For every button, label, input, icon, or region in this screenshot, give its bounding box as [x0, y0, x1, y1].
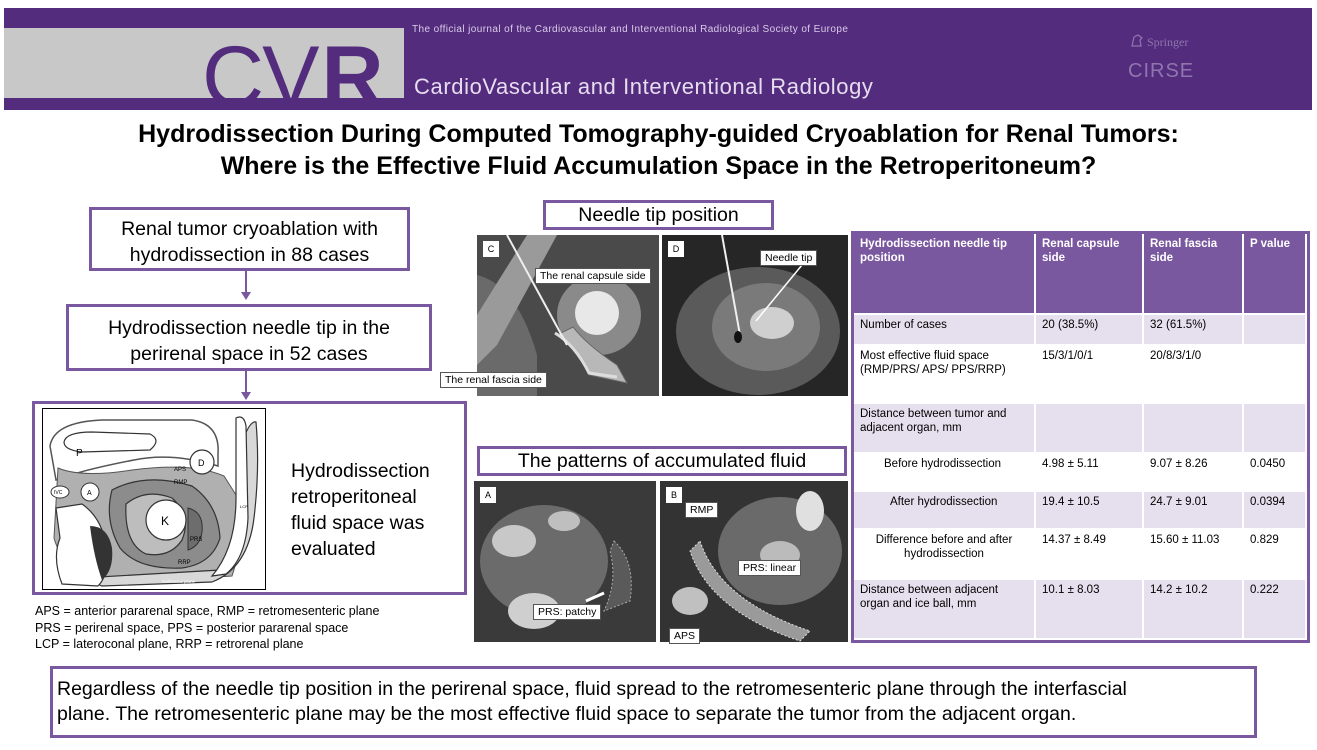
ct-image-d-scan: [662, 235, 848, 396]
flow-step-3: [32, 401, 467, 595]
table-cell: Distance between adjacent organ and ice ball, mm: [854, 579, 1035, 639]
flow-step-3-line-3: fluid space was: [291, 512, 425, 534]
diagram-label-p: P: [76, 448, 83, 459]
table-header-cell: Hydrodissection needle tip position: [854, 234, 1035, 314]
table-cell: [1243, 345, 1306, 403]
table-cell: 15.60 ± 11.03: [1143, 529, 1243, 579]
ct-b-letter: B: [666, 487, 682, 503]
diagram-label-aps: APS: [174, 467, 187, 473]
society-tagline: The official journal of the Cardiovascular and Interventional Radiological Society of Europe: [412, 24, 849, 35]
table-cell: Difference before and after hydrodissection: [854, 529, 1035, 579]
table-cell: 14.37 ± 8.49: [1035, 529, 1143, 579]
table-cell: Before hydrodissection: [854, 453, 1035, 491]
retroperitoneum-diagram: [42, 408, 266, 590]
flow-step-1-line-1: Renal tumor cryoablation with: [121, 218, 378, 240]
table-cell: 4.98 ± 5.11: [1035, 453, 1143, 491]
table-cell: 32 (61.5%): [1143, 314, 1243, 345]
table-cell: [1243, 403, 1306, 453]
prs-linear-callout: PRS: linear: [738, 560, 801, 576]
capsule-side-callout: The renal capsule side: [535, 268, 651, 284]
diagram-label-rmp: RMP: [174, 480, 188, 486]
flow-step-1-line-2: hydrodissection in 88 cases: [129, 244, 370, 266]
results-table: [851, 231, 1310, 643]
rmp-callout: RMP: [685, 502, 718, 518]
table-header-cell: Renal fascia side: [1143, 234, 1243, 314]
springer-logo: [1130, 34, 1188, 50]
journal-banner: [4, 8, 1312, 125]
flow-step-3-line-1: Hydrodissection: [291, 460, 430, 482]
diagram-label-k: K: [161, 514, 170, 528]
flow-step-3-line-4: evaluated: [291, 538, 376, 560]
table-row: [854, 453, 1306, 491]
ct-c-letter: C: [483, 241, 499, 257]
table-cell: Number of cases: [854, 314, 1035, 345]
table-cell: 20/8/3/1/0: [1143, 345, 1243, 403]
table-row: [854, 579, 1306, 639]
table-cell: [1243, 314, 1306, 345]
table-cell: [1143, 403, 1243, 453]
table-cell: After hydrodissection: [854, 491, 1035, 529]
table-cell: 10.1 ± 8.03: [1035, 579, 1143, 639]
poster-title: [0, 118, 1317, 182]
logo-r: R: [321, 29, 382, 125]
conclusion-line-1: Regardless of the needle tip position in the perirenal space, fluid spread to the retromesenteric plane through the interfascial: [57, 678, 1127, 700]
abbreviation-line-2: PRS = perirenal space, PPS = posterior pararenal space: [35, 620, 349, 635]
table-cell: [1035, 403, 1143, 453]
journal-name: CardioVascular and Interventional Radiology: [414, 74, 874, 99]
table-row: [854, 491, 1306, 529]
diagram-label-d: D: [198, 458, 205, 468]
cirse-logo: CIRSE: [1128, 60, 1195, 82]
journal-logo: [4, 28, 404, 125]
table-header-row: [854, 234, 1306, 314]
table-cell: 14.2 ± 10.2: [1143, 579, 1243, 639]
table-cell: 19.4 ± 10.5: [1035, 491, 1143, 529]
table-header-cell: P value: [1243, 234, 1306, 314]
flow-step-3-line-2: retroperitoneal: [291, 486, 417, 508]
flow-arrow-1-head: [241, 292, 251, 300]
table-row: [854, 403, 1306, 453]
flow-arrow-2: [245, 371, 247, 393]
ct-d-letter: D: [668, 241, 684, 257]
diagram-label-a: A: [87, 490, 92, 497]
flow-step-2-line-2: perirenal space in 52 cases: [130, 343, 368, 365]
table-cell: 15/3/1/0/1: [1035, 345, 1143, 403]
needle-tip-callout: Needle tip: [760, 250, 817, 266]
table-cell: 24.7 ± 9.01: [1143, 491, 1243, 529]
fluid-patterns-label: The patterns of accumulated fluid: [477, 446, 847, 476]
logo-letters: [202, 29, 382, 125]
flow-step-3-text: [291, 458, 430, 562]
flow-arrow-2-head: [241, 392, 251, 400]
table-cell: 0.829: [1243, 529, 1306, 579]
table-cell: 0.0394: [1243, 491, 1306, 529]
table-cell: Most effective fluid space (RMP/PRS/ APS/ PPS/RRP): [854, 345, 1035, 403]
table-cell: 0.222: [1243, 579, 1306, 639]
abbreviation-line-1: APS = anterior pararenal space, RMP = retromesenteric plane: [35, 604, 380, 618]
ct-image-d: [662, 235, 848, 396]
table-cell: 20 (38.5%): [1035, 314, 1143, 345]
conclusion-line-2: plane. The retromesenteric plane may be the most effective fluid space to separate the tumor from the adjacent organ.: [57, 703, 1077, 725]
table-row: [854, 345, 1306, 403]
springer-text: Springer: [1147, 35, 1189, 49]
abbreviation-line-3: LCP = lateroconal plane, RRP = retrorenal plane: [35, 637, 304, 651]
flow-arrow-1: [245, 271, 247, 293]
logo-cv: CV: [202, 29, 318, 125]
flow-step-2-line-1: Hydrodissection needle tip in the: [108, 317, 390, 339]
table-header-cell: Renal capsule side: [1035, 234, 1143, 314]
flow-step-2: [66, 304, 432, 371]
ct-a-letter: A: [480, 487, 496, 503]
diagram-label-lcp: LCP: [240, 504, 248, 509]
abbreviation-legend: [35, 603, 379, 653]
diagram-label-rrp: RRP: [178, 560, 191, 566]
table-cell: 0.0450: [1243, 453, 1306, 491]
flow-step-1: [89, 207, 410, 271]
table-cell: 9.07 ± 8.26: [1143, 453, 1243, 491]
needle-tip-position-label: Needle tip position: [543, 200, 774, 230]
prs-patchy-callout: PRS: patchy: [533, 604, 601, 620]
springer-horse-icon: [1130, 34, 1144, 48]
fascia-side-callout: The renal fascia side: [440, 372, 547, 388]
table-row: [854, 529, 1306, 579]
title-line-1: Hydrodissection During Computed Tomography-guided Cryoablation for Renal Tumors:: [138, 120, 1179, 148]
aps-callout: APS: [669, 628, 700, 644]
title-line-2: Where is the Effective Fluid Accumulation Space in the Retroperitoneum?: [220, 152, 1097, 180]
diagram-label-prs: PRS: [190, 537, 203, 543]
diagram-label-ivc: IVC: [54, 490, 63, 496]
table-row: [854, 314, 1306, 345]
diagram-label-subfascial: Subfascial plane: [162, 579, 196, 584]
table-cell: Distance between tumor and adjacent organ, mm: [854, 403, 1035, 453]
conclusion-box: [50, 666, 1257, 738]
